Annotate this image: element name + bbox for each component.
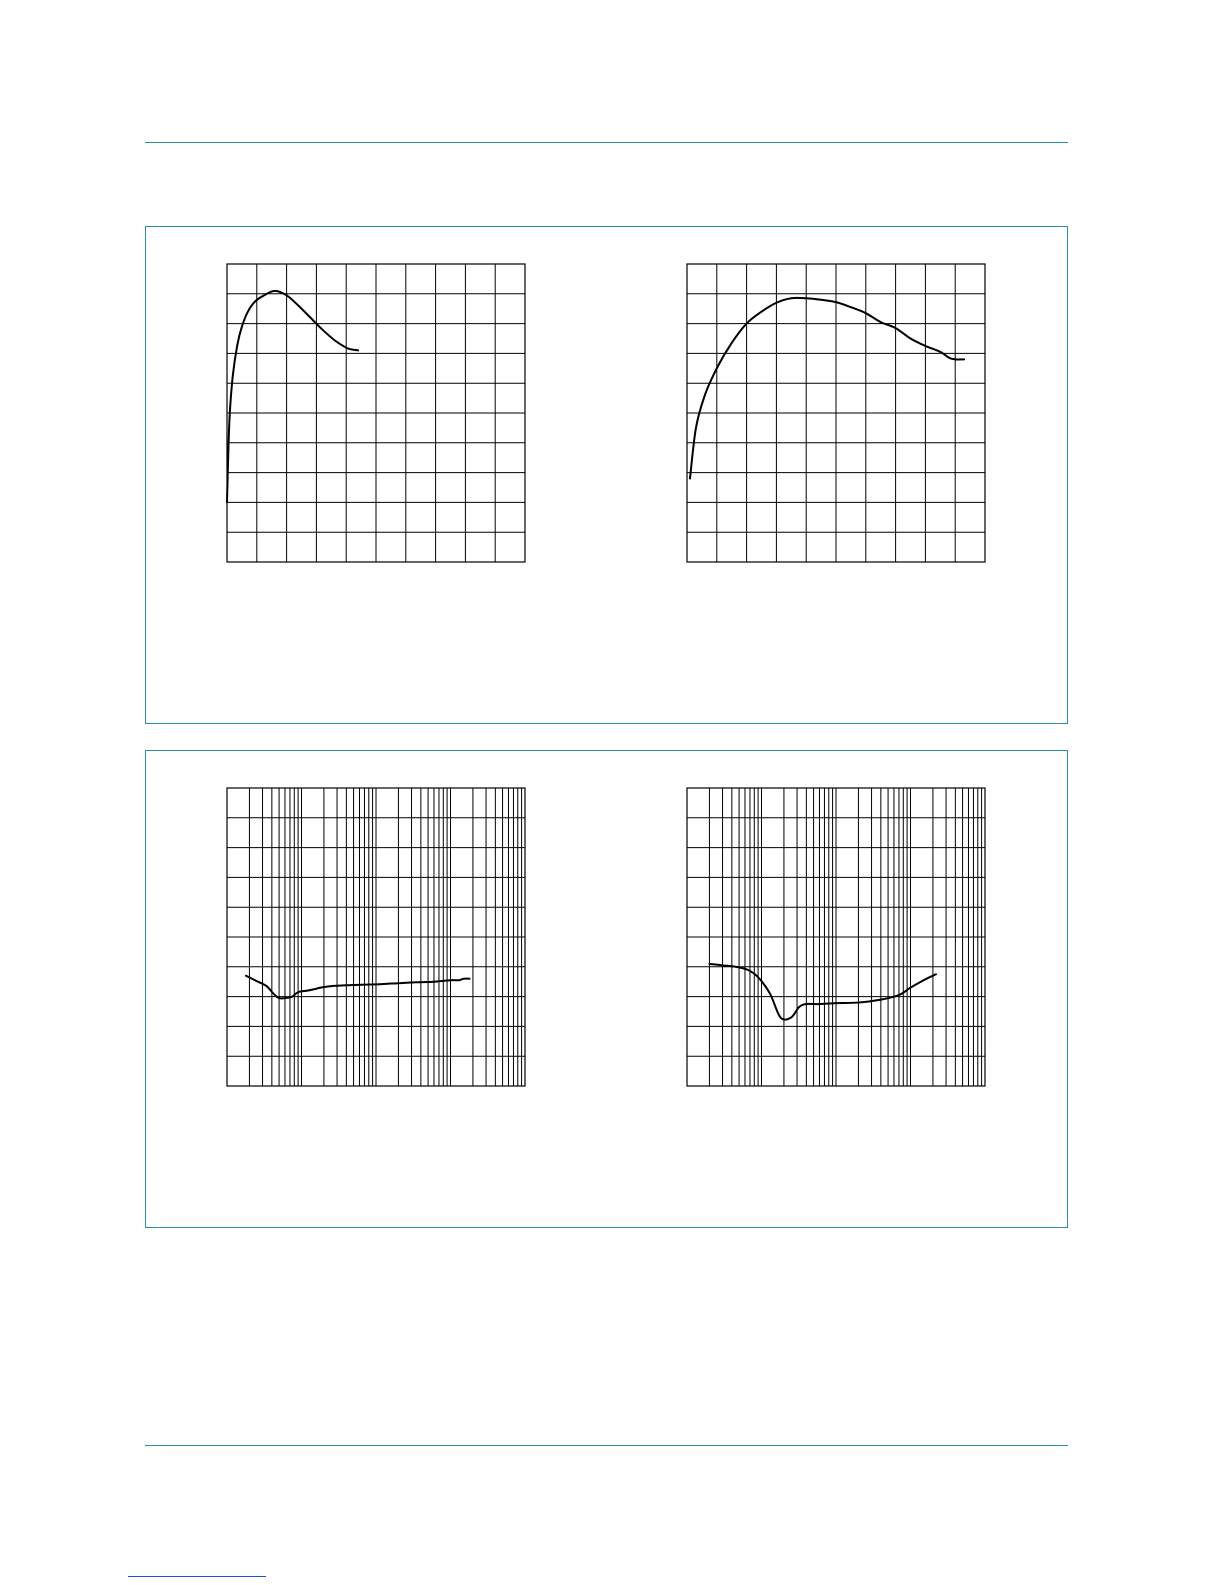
series-line (690, 298, 964, 479)
series-line (709, 964, 936, 1020)
header-rule (145, 142, 1068, 143)
chart-bottom-left (227, 788, 525, 1086)
footer-link-underline[interactable] (128, 1576, 266, 1577)
footer-rule (145, 1445, 1068, 1446)
series-line (227, 291, 358, 503)
chart-top-right (687, 264, 985, 562)
chart-bottom-right (687, 788, 985, 1086)
chart-top-left (227, 264, 525, 562)
